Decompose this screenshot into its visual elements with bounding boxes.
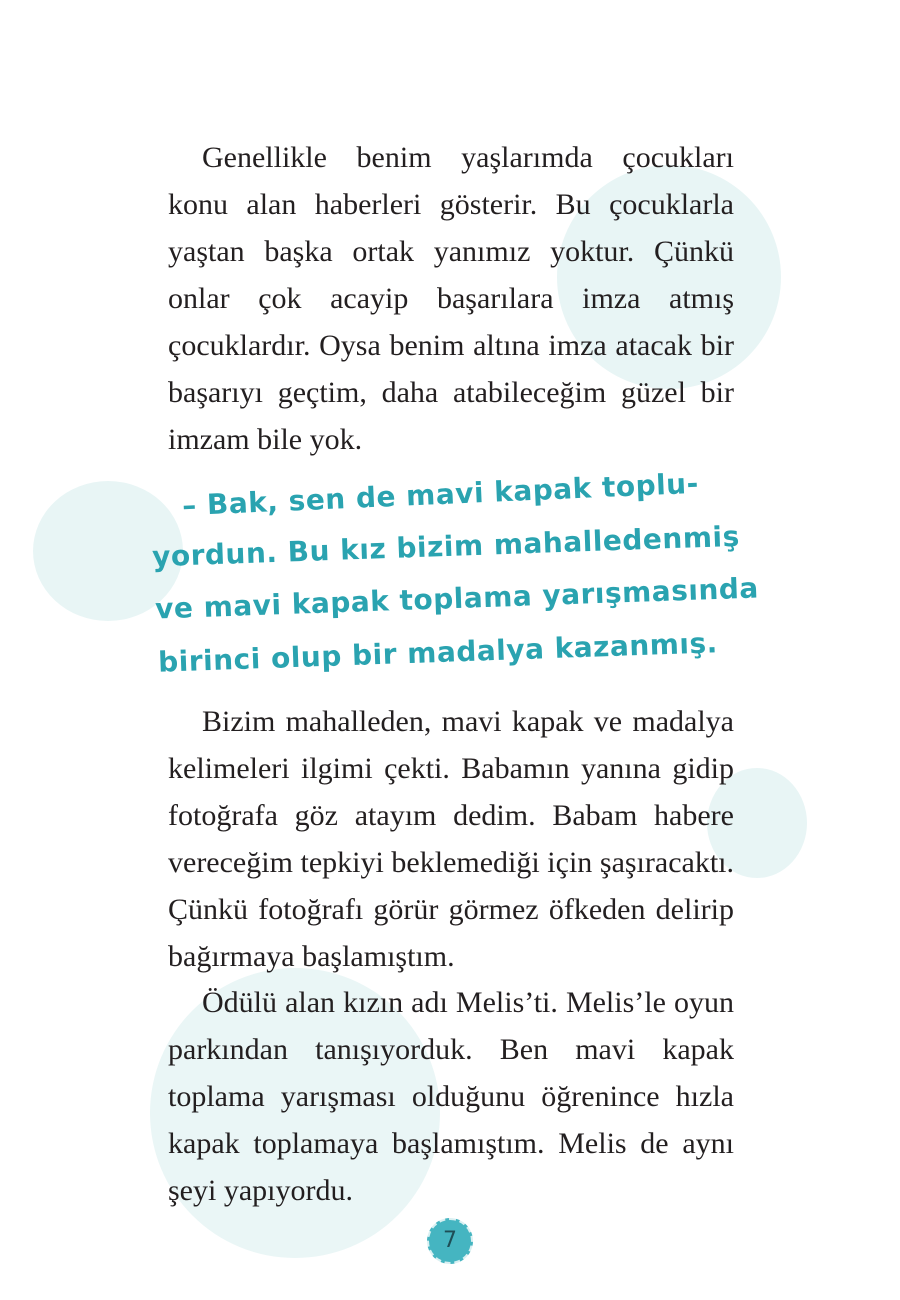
handwritten-line-3: ve mavi kapak toplama yarışmasında [154, 571, 760, 626]
page-number-badge: 7 [427, 1218, 473, 1264]
paragraph-1: Genellikle benim yaşlarımda çocukları konu alan haberleri gösterir. Bu çocuklarla yaştan başka ortak yanımız yoktur. Çünkü onlar çok acayip başarılara imza atmış çocuklardır. Oysa benim altına imza atacak bir başarıyı geçtim, daha atabileceğim güzel bir imzam bile yok. [168, 141, 734, 456]
handwritten-line-4: birinci olup bir madalya kazanmış. [157, 626, 719, 679]
paragraph-2: Bizim mahalleden, mavi kapak ve madalya kelimeleri ilgimi çekti. Babamın yanına gidip fotoğrafa göz atayım dedim. Babam habere vereceğim tepkiyi beklemediği için şaşıracaktı. Çünkü fotoğrafı görür görmez öfkeden delirip bağırmaya başlamıştım. [168, 705, 734, 973]
handwritten-line-2: yordun. Bu kız bizim mahalledenmiş [151, 519, 741, 574]
handwritten-line-1: – Bak, sen de mavi kapak toplu- [181, 466, 700, 523]
paragraph-3: Ödülü alan kızın adı Melis’ti. Melis’le oyun parkından tanışıyorduk. Ben mavi kapak toplama yarışması olduğunu öğrenince hızla kapak toplamaya başlamıştım. Melis de aynı şeyi yapıyordu. [168, 986, 734, 1207]
